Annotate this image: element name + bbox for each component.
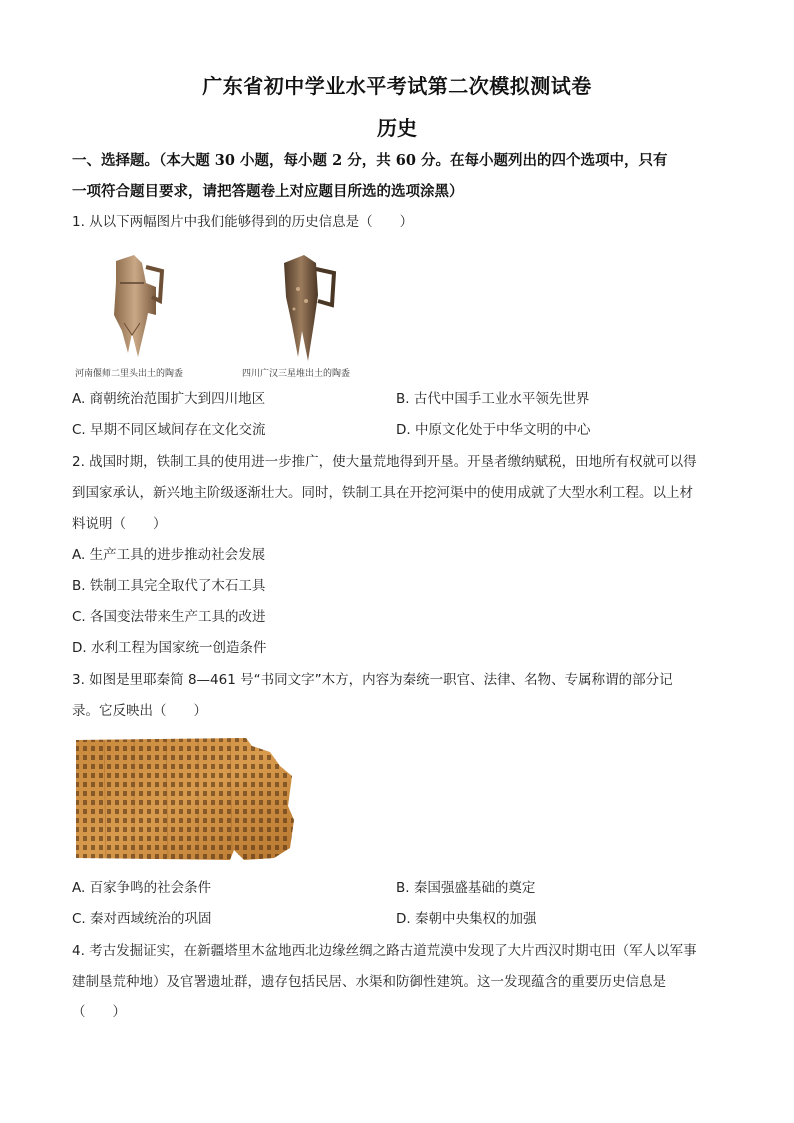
q3-option-b[interactable]: B. 秦国强盛基础的奠定 xyxy=(396,880,536,896)
q3-stem-line-1: 3. 如图是里耶秦简 8—461 号“书同文字”木方，内容为秦统一职官、法律、名物、专属称谓的部分记 xyxy=(72,672,673,688)
q4-stem-line-1: 4. 考古发掘证实，在新疆塔里木盆地西北边缘丝绸之路古道荒漠中发现了大片西汉时期屯田（军人以军事 xyxy=(72,943,697,959)
q1-option-c[interactable]: C. 早期不同区域间存在文化交流 xyxy=(72,422,266,438)
qin-bamboo-tablet-image xyxy=(74,736,296,862)
q3-option-c[interactable]: C. 秦对西域统治的巩固 xyxy=(72,911,212,927)
q2-option-b[interactable]: B. 铁制工具完全取代了木石工具 xyxy=(72,578,266,594)
q3-stem-line-2: 录。它反映出（ ） xyxy=(72,703,207,719)
caption-erlitou: 河南偃师二里头出土的陶盉 xyxy=(75,369,184,379)
exam-title: 广东省初中学业水平考试第二次模拟测试卷 xyxy=(202,74,592,98)
pottery-vessel-erlitou-image xyxy=(98,253,178,365)
q2-option-c[interactable]: C. 各国变法带来生产工具的改进 xyxy=(72,609,266,625)
q1-stem: 1. 从以下两幅图片中我们能够得到的历史信息是（ ） xyxy=(72,214,414,230)
q1-option-b[interactable]: B. 古代中国手工业水平领先世界 xyxy=(396,391,590,407)
q2-option-d[interactable]: D. 水利工程为国家统一创造条件 xyxy=(72,640,267,656)
q3-option-d[interactable]: D. 秦朝中央集权的加强 xyxy=(396,911,537,927)
pottery-vessel-sanxingdui-image xyxy=(276,253,346,365)
q2-stem-line-1: 2. 战国时期，铁制工具的使用进一步推广，使大量荒地得到开垦。开垦者缴纳赋税，田地所有权就可以得 xyxy=(72,454,697,470)
exam-subject: 历史 xyxy=(377,116,417,140)
q1-option-d[interactable]: D. 中原文化处于中华文明的中心 xyxy=(396,422,591,438)
q2-stem-line-2: 到国家承认，新兴地主阶级逐渐壮大。同时，铁制工具在开挖河渠中的使用成就了大型水利工程。以上材 xyxy=(72,485,693,501)
q1-option-a[interactable]: A. 商朝统治范围扩大到四川地区 xyxy=(72,391,266,407)
section-line-1: 一、选择题。（本大题 30 小题，每小题 2 分，共 60 分。在每小题列出的四个选项中，只有 xyxy=(72,152,668,169)
q4-stem-line-2: 建制垦荒种地）及官署遗址群，遗存包括民居、水渠和防御性建筑。这一发现蕴含的重要历史信息是 xyxy=(72,974,666,990)
caption-sanxingdui: 四川广汉三星堆出土的陶盉 xyxy=(242,369,351,379)
section-line-2: 一项符合题目要求，请把答题卷上对应题目所选的选项涂黑） xyxy=(72,183,464,200)
q3-option-a[interactable]: A. 百家争鸣的社会条件 xyxy=(72,880,212,896)
section-instructions xyxy=(72,145,732,207)
q2-option-a[interactable]: A. 生产工具的进步推动社会发展 xyxy=(72,547,266,563)
q4-stem-line-3: （ ） xyxy=(72,1004,126,1020)
q2-stem-line-3: 料说明（ ） xyxy=(72,516,167,532)
